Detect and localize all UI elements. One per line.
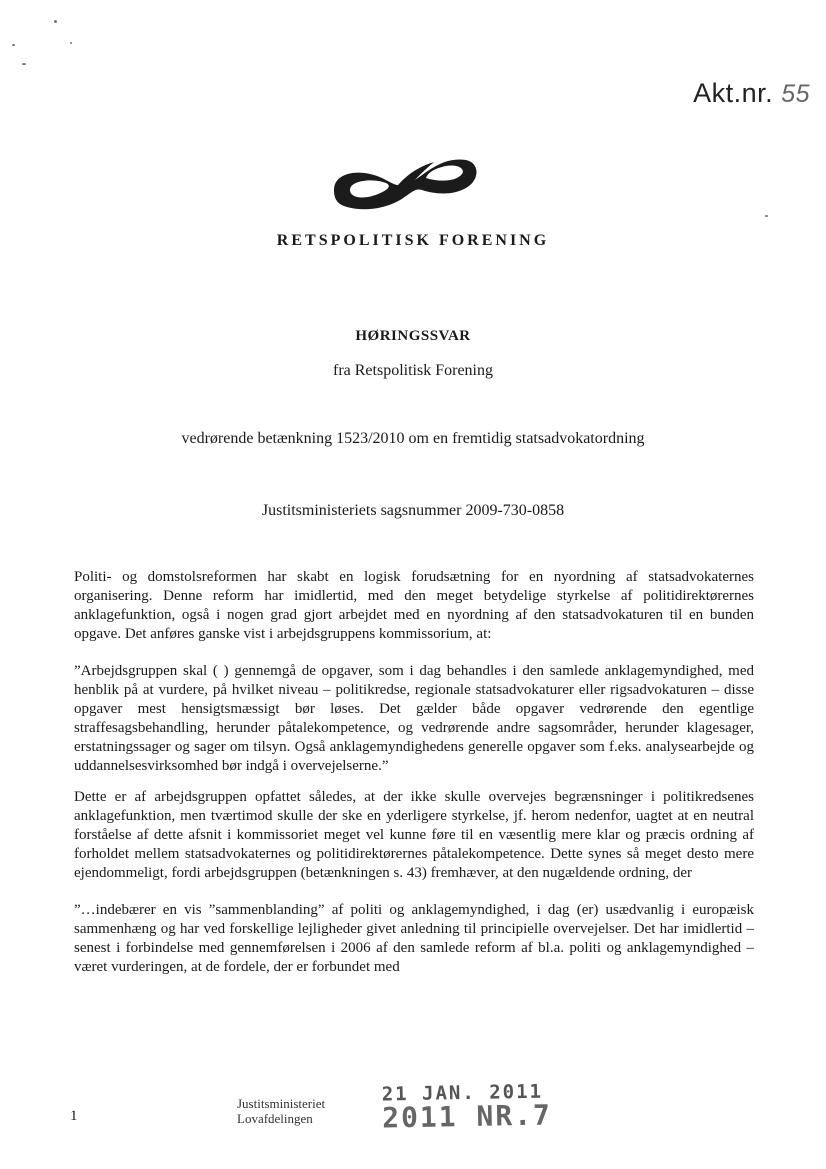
scan-speck	[22, 63, 26, 65]
department-line: Lovafdelingen	[237, 1111, 313, 1126]
ministry-stamp	[237, 1096, 325, 1126]
document-from: fra Retspolitisk Forening	[333, 362, 493, 379]
scan-speck	[54, 20, 57, 23]
ministry-line: Justitsministeriet	[237, 1096, 326, 1111]
paragraph: Politi- og domstolsreformen har skabt en logisk forudsætning for en nyordning af statsadvokaternes organisering. Denne reform har imidlertid, med den meget betydelige styrkelse af politidirektørernes anklagefunktion, også i nogen grad gjort arbejdet med en nyordning af den statsadvokaturen til en bunden opgave. Det anføres ganske vist i arbejdsgruppens kommissorium, at:	[74, 569, 754, 642]
case-number: Justitsministeriets sagsnummer 2009-730-0858	[261, 502, 565, 519]
scan-speck	[70, 42, 72, 44]
akt-label: Akt.nr.	[693, 78, 774, 108]
stamp-date: 21 JAN. 2011	[381, 1080, 544, 1106]
page-number: 1	[70, 1108, 78, 1124]
quote-paragraph: ”…indebærer en vis ”sammenblanding” af politi og anklagemyndighed, i dag (er) usædvanlig i europæisk sammenhæng og har ved forskellige lejligheder givet anledning til principielle overvejelser. Det har imidlertid – senest i forbindelse med gennemførelsen i 2006 af den samlede reform af bl.a. politi og anklagemyndighed – været vurderingen, at de fordele, der er forbundet med	[74, 902, 754, 975]
paragraph: Dette er af arbejdsgruppen opfattet således, at der ikke skulle overvejes begrænsninger i politikredsenes anklagefunktion, men tværtimod skulle der ske en yderligere styrkelse, jf. herom nedenfor, uagtet at en neutral forståelse af dette afsnit i kommissoriet meget vel kunne føre til en væsentlig mere klar og præcis ordning af forholdet mellem statsadvokaternes og politidirektørernes påtalekompetence. Dette synes så meget desto mere ejendommeligt, fordi arbejdsgruppen (betænkningen s. 43) fremhæver, at den nugældende ordning, der	[74, 789, 754, 881]
scan-speck	[12, 44, 15, 46]
received-date-stamp	[382, 1081, 553, 1135]
retspolitisk-forening-logo	[330, 150, 480, 212]
document-subject: vedrørende betænkning 1523/2010 om en fremtidig statsadvokatordning	[181, 430, 645, 447]
akt-number-mark	[693, 78, 810, 109]
scan-speck	[765, 215, 768, 217]
organization-name: RETSPOLITISK FORENING	[276, 232, 550, 249]
stamp-registration: 2011 NR.7	[381, 1098, 553, 1135]
body-text	[74, 568, 754, 995]
quote-paragraph: ”Arbejdsgruppen skal ( ) gennemgå de opgaver, som i dag behandles i den samlede anklagemyndighed, med henblik på at vurdere, på hvilket niveau – politikredse, regionale statsadvokaturer eller rigsadvokaturen – disse opgaver mest hensigtsmæssigt bør løses. Det gælder både opgaver vedrørende den egentlige straffesagsbehandling, herunder påtalekompetence, og vedrørende andre sagsområder, herunder klagesager, erstatningssager og sager om tilsyn. Også anklagemyndighedens generelle opgaver som f.eks. analysearbejde og uddannelsesvirksomhed bør indgå i overvejelserne.”	[74, 663, 754, 774]
document-title: HØRINGSSVAR	[355, 328, 471, 344]
akt-number: 55	[781, 80, 810, 108]
